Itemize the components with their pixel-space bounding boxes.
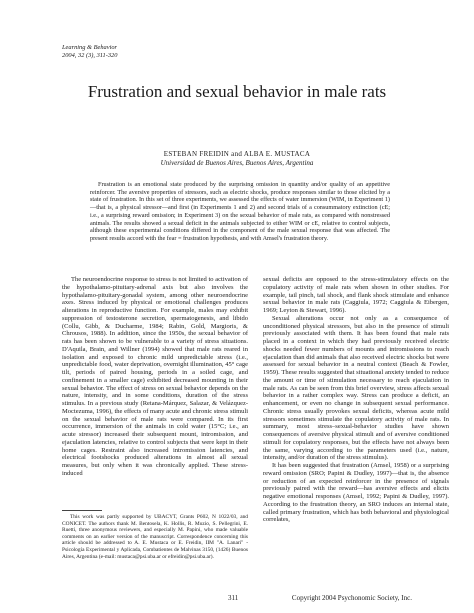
footnote-divider (62, 510, 102, 511)
journal-citation: 2004, 32 (3), 311-320 (62, 52, 118, 59)
article-authors: ESTEBAN FREIDIN and ALBA E. MUSTACA (163, 150, 311, 158)
footnote: This work was partly supported by UBACYT, Grants P602, N 1022/03, and CONICET. The authors thank M. Bentosela, K. Hollis, R. Muzio, S. Pellegrini, E. Ruetti, three anonymous reviewers, and especially M. Papini, who made valuable comments on an earlier version of the manuscript. Correspondence concerning this article should be addressed to A. E. Mustaca or E. Freidin, IIM "A. Lanari" -Psicología Experimental y Aplicada, Combatientes de Malvinas 3150, (1426) Buenos Aires, Argentina (e-mail: mustaca@psi.uba.ar or efreidin@psi.uba.ar). (62, 514, 248, 560)
body-paragraph: The neuroendocrine response to stress is not limited to activation of the hypothalamo-pituitary-adrenal axis but also involves the hypothalamo-pituitary-gonadal system, among other neuroendocrine axes. Stress induced by physical or emotional challenges produces alterations in reproductive function. For example, males may exhibit suppression of testosterone secretion, spermatogenesis, and libido (Collu, Gibb, & Ducharme, 1984; Rabin, Gold, Margioris, & Chrousos, 1988). In addition, since the 1950s, the sexual behavior of rats has been shown to be vulnerable to a variety of stress situations. D'Aquila, Brain, and Willner (1994) showed that male rats reared in isolation and exposed to chronic mild unpredictable stress (i.e., unpredictable food, water deprivation, overnight illumination, 45° cage tilt, periods of paired housing, periods in a soiled cage, and confinement in a smaller cage) exhibited decreased mounting in their sexual behavior. The effect of stress on sexual behavior depends on the nature, intensity, and in some conditions, duration of the stress stimulus. In a previous study (Retana-Márquez, Salazar, & Velázquez-Moctezuma, 1996), the effects of many acute and chronic stress stimuli on the sexual behavior of male rats were compared. In its first occurrence, immersion of the animals in cold water (15°C; i.e., an acute stressor) increased their subsequent mount, intromission, and ejaculation latencies, relative to control subjects that were kept in their home cages. Restraint also increased intromission latencies, and electrical footshocks produced alterations in almost all sexual measures, but only when it was chronically applied. These stress-induced (62, 276, 248, 477)
body-column-left (62, 276, 248, 478)
journal-name: Learning & Behavior (62, 44, 118, 51)
journal-header (62, 44, 117, 60)
copyright-notice: Copyright 2004 Psychonomic Society, Inc. (291, 594, 412, 602)
abstract: Frustration is an emotional state produced by the surprising omission in quantity and/or quality of an appetitive reinforcer. The aversive properties of stressors, such as electric shocks, produce responses similar to those elicited by a state of frustration. In this set of three experiments, we assessed the effects of water immersion (WIM, in Experiment 1)—that is, a physical stressor—and first (in Experiments 1 and 2) and second trials of a consummatory extinction (cE; i.e., a surprising reward omission; in Experiment 3) on the sexual behavior of male rats, as compared with nonstressed animals. The results showed a sexual deficit in the animals subjected to either WIM or cE, relative to control subjects, although these experimental conditions differed in the component of the male sexual response that was affected. The present results accord with the fear = frustration hypothesis, and with Amsel's frustration theory. (90, 181, 390, 242)
page-number: 311 (228, 594, 239, 602)
body-paragraph: sexual deficits are opposed to the stress-stimulatory effects on the copulatory activity of male rats when shown in other studies. For example, tail pinch, tail shock, and flank shock stimulate and enhance sexual behavior in male rats (Caggiula, 1972; Caggiula & Eibergen, 1969; Leyton & Stewart, 1996). (263, 276, 449, 314)
body-column-right (263, 276, 449, 524)
body-paragraph: Sexual alterations occur not only as a consequence of unconditioned physical stressors, but also in the presence of stimuli previously associated with them. It has been found that male rats placed in a context in which they had previously received electric shocks needed fewer numbers of mounts and intromissions to reach ejaculation than did animals that also received electric shocks but were assessed for sexual behavior in a neutral context (Beach & Fowler, 1959). These results suggested that situational anxiety tended to reduce the amount or time of stimulation necessary to reach ejaculation in male rats. As can be seen from this brief overview, stress affects sexual behavior in a rather complex way. Stress can produce a deficit, an enhancement, or even no change in subsequent sexual performance. Chronic stress usually provokes sexual deficits, whereas acute mild stressors sometimes stimulate the copulatory activity of male rats. In summary, most stress–sexual-behavior studies have shown consequences of aversive physical stimuli and of aversive conditioned stimuli for copulatory responses, but the effects have not always been the same, varying according to the parameters used (i.e., nature, intensity, and/or duration of the stress stimulus). (263, 314, 449, 462)
body-paragraph: It has been suggested that frustration (Amsel, 1958) or a surprising reward omission (SRO; Papini & Dudley, 1997)—that is, the absence or reduction of an expected reinforcer in the presence of signals previously paired with the reward—has aversive effects and elicits negative emotional responses (Amsel, 1992; Papini & Dudley, 1997). According to the frustration theory, an SRO induces an internal state, called primary frustration, which has both behavioral and physiological correlates, (263, 462, 449, 524)
article-affiliation: Universidad de Buenos Aires, Buenos Aires, Argentina (160, 159, 314, 167)
article-title: Frustration and sexual behavior in male rats (87, 82, 387, 101)
